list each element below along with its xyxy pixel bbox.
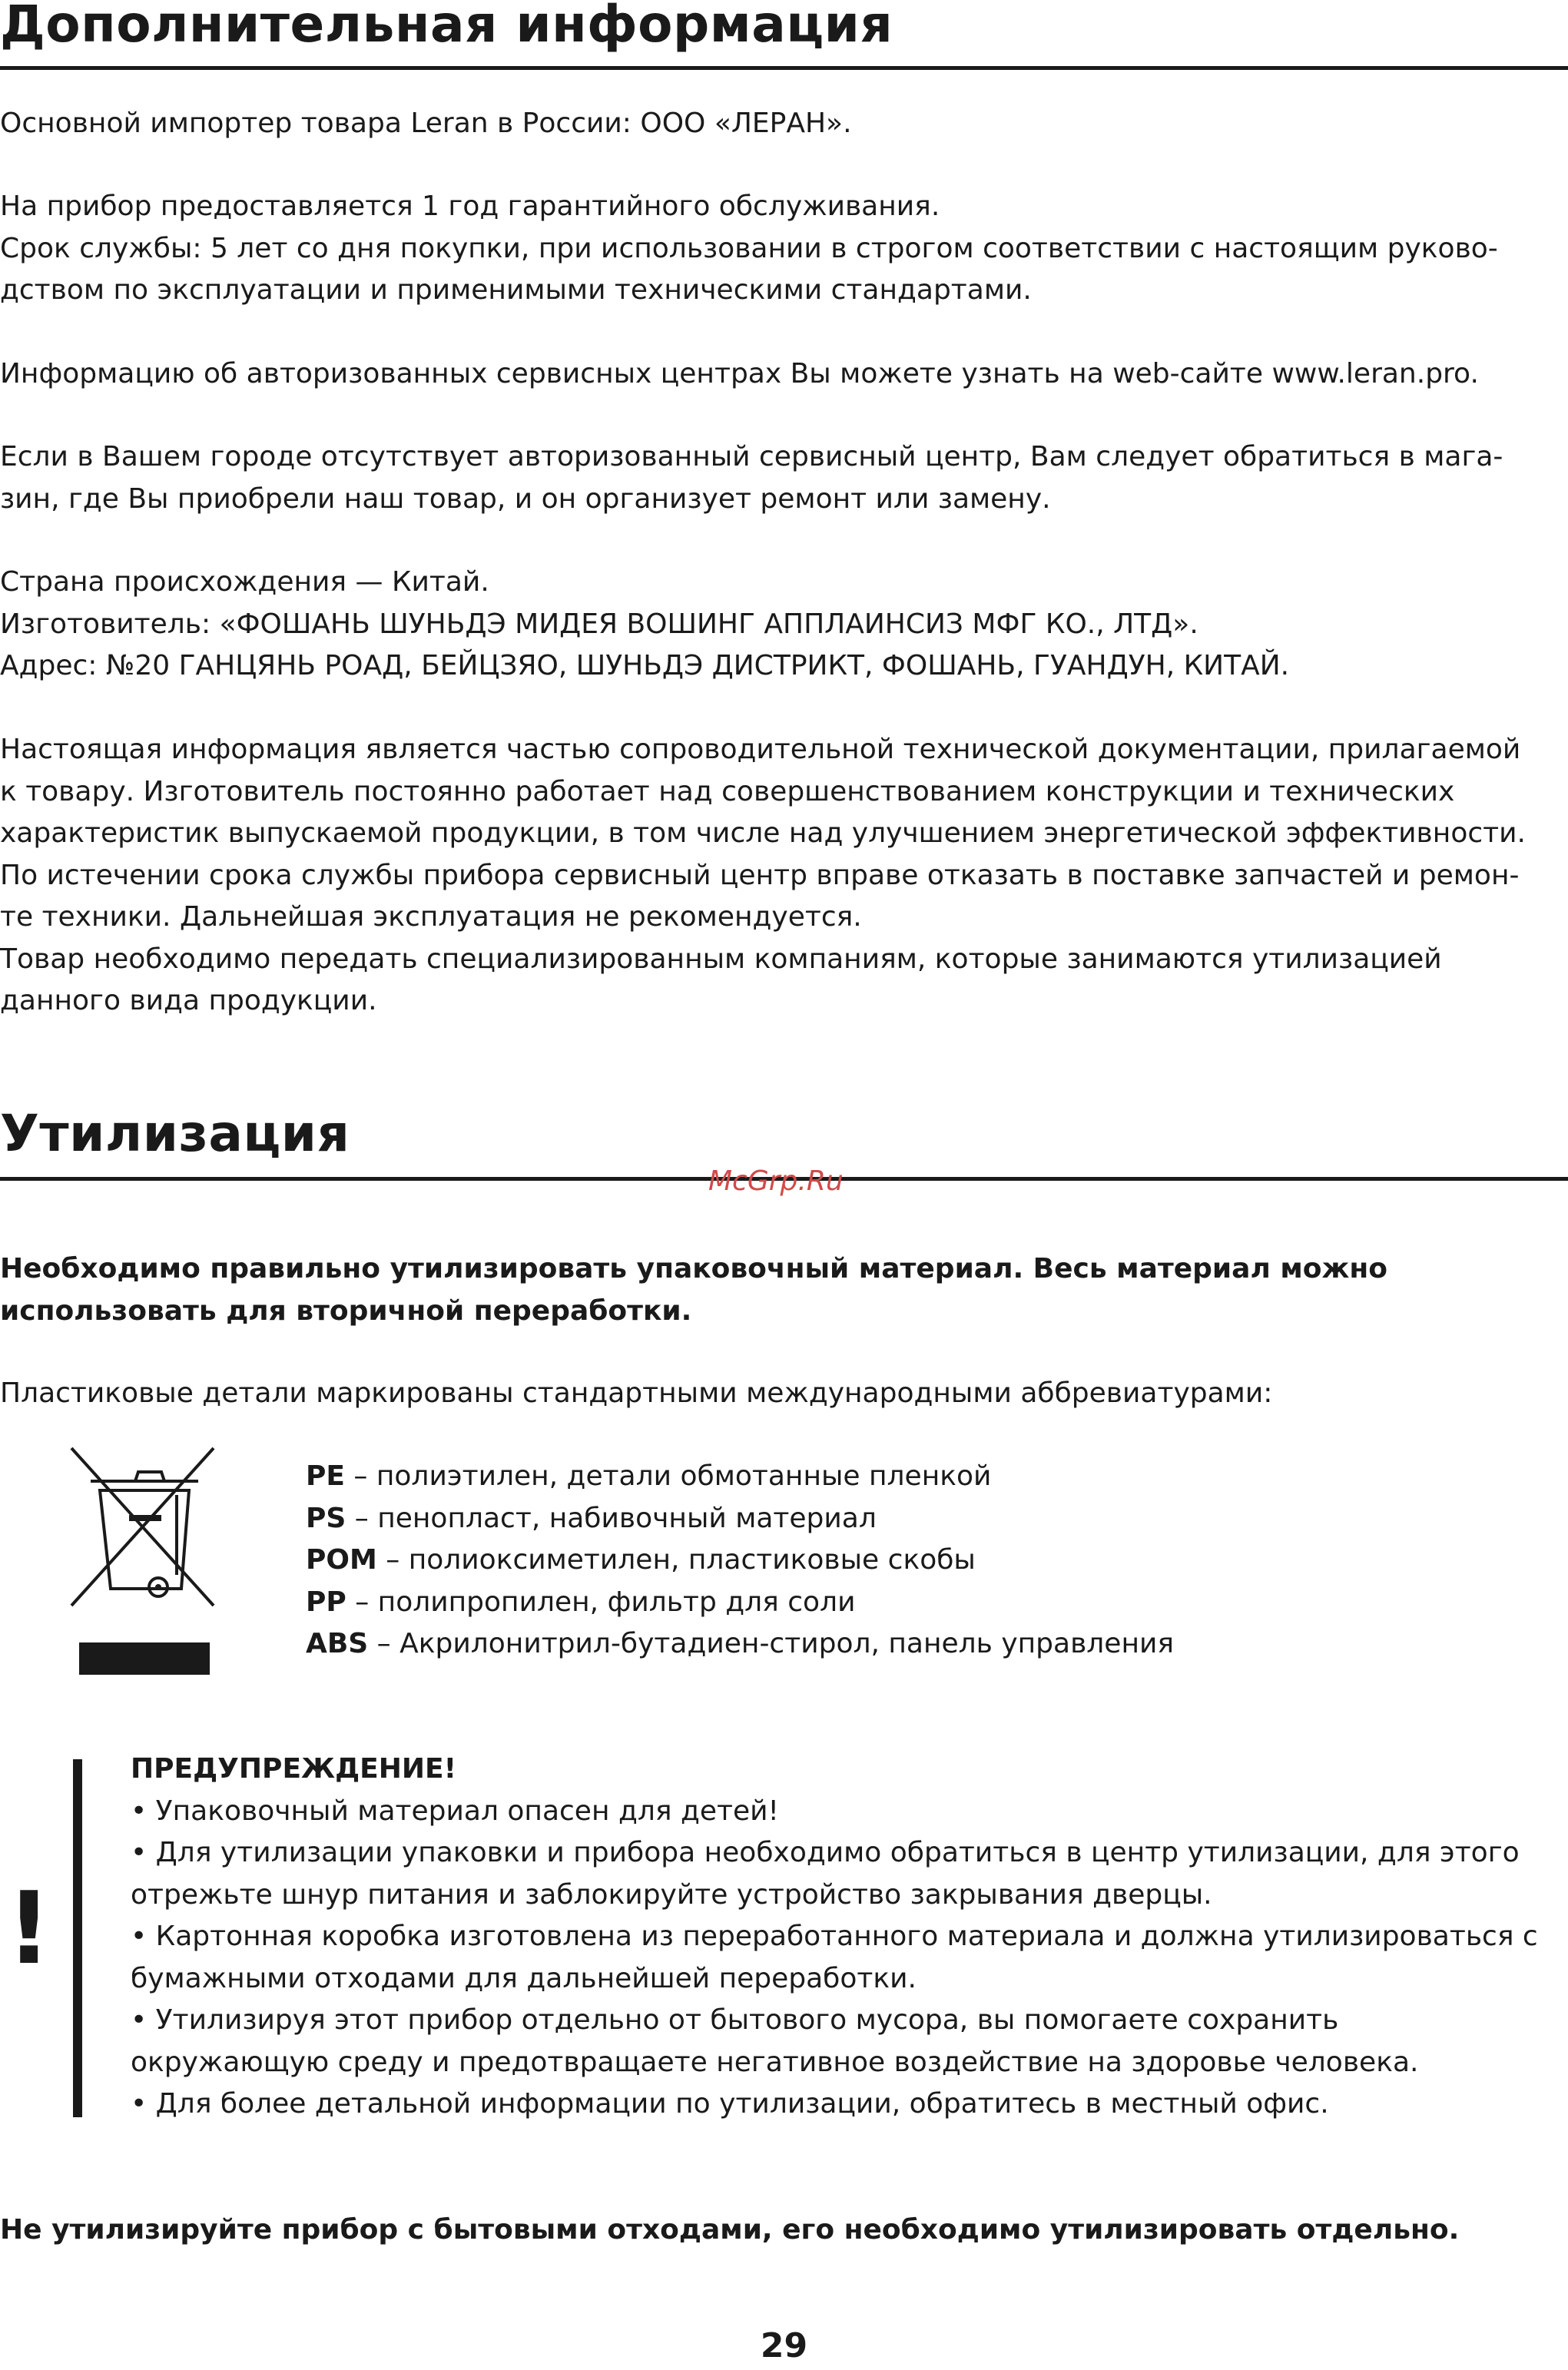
text-line: Товар необходимо передать специализированным компаниям, которые занимаются утилизацией [0, 943, 1442, 975]
importer-paragraph: Основной импортер товара Leran в России: ООО «ЛЕРАН». [0, 108, 852, 139]
plastic-item [306, 1623, 1174, 1666]
final-notice: Не утилизируйте прибор с бытовыми отходами, его необходимо утилизировать отдельно. [0, 2214, 1460, 2246]
warning-line: бумажными отходами для дальнейшей переработки. [131, 1962, 917, 1994]
plastic-desc: – полиэтилен, детали обмотанные пленкой [344, 1460, 992, 1492]
no-service-paragraph [0, 436, 1560, 520]
text-line: Изготовитель: «ФОШАНЬ ШУНЬДЭ МИДЕЯ ВОШИНГ АППЛАИНСИЗ МФГ КО., ЛТД». [0, 608, 1198, 640]
plastic-desc: – пенопласт, набивочный материал [346, 1502, 877, 1534]
text-line: дством по эксплуатации и применимыми техническими стандартами. [0, 274, 1032, 306]
text-line: Настоящая информация является частью сопроводительной технической документации, прилагаемой [0, 734, 1521, 765]
warning-block [131, 1748, 1538, 2126]
text-line: Страна происхождения — Китай. [0, 566, 489, 598]
plastic-item [306, 1498, 1174, 1540]
plastics-intro: Пластиковые детали маркированы стандартными международными аббревиатурами: [0, 1377, 1273, 1409]
exclamation-icon: ! [6, 1870, 52, 1987]
text-line: использовать для вторичной переработки. [0, 1294, 692, 1327]
warning-line: • Утилизируя этот прибор отдельно от бытового мусора, вы помогаете сохранить [131, 2004, 1339, 2036]
warning-title: ПРЕДУПРЕЖДЕНИЕ! [131, 1753, 457, 1785]
warning-line: отрежьте шнур питания и заблокируйте устройство закрывания дверцы. [131, 1878, 1212, 1911]
plastic-desc: – полиоксиметилен, пластиковые скобы [376, 1544, 976, 1576]
weee-crossed-bin-icon [68, 1444, 221, 1675]
plastic-desc: – Акрилонитрил-бутадиен-стирол, панель управления [368, 1628, 1175, 1659]
page-number: 29 [760, 2326, 808, 2365]
text-line: Необходимо правильно утилизировать упаковочный материал. Весь материал можно [0, 1253, 1387, 1284]
packaging-notice [0, 1248, 1560, 1332]
text-line: к товару. Изготовитель постоянно работает над совершенствованием конструкции и технических [0, 775, 1455, 807]
plastic-item [306, 1456, 1174, 1498]
plastic-item [306, 1540, 1174, 1582]
text-line: Если в Вашем городе отсутствует авторизованный сервисный центр, Вам следует обратиться в мага- [0, 441, 1503, 472]
warranty-paragraph [0, 186, 1560, 312]
text-line: данного вида продукции. [0, 985, 377, 1016]
plastic-code: PE [306, 1460, 345, 1492]
plastic-code: PP [306, 1586, 346, 1618]
text-line: Срок службы: 5 лет со дня покупки, при использовании в строгом соответствии с настоящим руково- [0, 232, 1498, 264]
warning-line: • Упаковочный материал опасен для детей! [131, 1795, 779, 1827]
warning-line: • Для утилизации упаковки и прибора необходимо обратиться в центр утилизации, для этого [131, 1837, 1520, 1868]
warning-line: окружающую среду и предотвращаете негативное воздействие на здоровье человека. [131, 2046, 1419, 2078]
warning-line: • Для более детальной информации по утилизации, обратитесь в местный офис. [131, 2088, 1329, 2120]
plastic-code: PS [306, 1502, 346, 1534]
text-line: зин, где Вы приобрели наш товар, и он организует ремонт или замену. [0, 482, 1051, 515]
warning-line: • Картонная коробка изготовлена из переработанного материала и должна утилизироваться с [131, 1921, 1538, 1952]
plastic-code: ABS [306, 1628, 369, 1659]
origin-paragraph [0, 562, 1560, 688]
plastic-desc: – полипропилен, фильтр для соли [346, 1586, 856, 1618]
plastic-code: POM [306, 1544, 377, 1576]
notes-paragraph [0, 729, 1560, 1023]
service-info-paragraph: Информацию об авторизованных сервисных центрах Вы можете узнать на web-сайте www.leran.pro. [0, 358, 1479, 389]
text-line: На прибор предоставляется 1 год гарантийного обслуживания. [0, 191, 940, 222]
text-line: те техники. Дальнейшая эксплуатация не рекомендуется. [0, 901, 862, 933]
text-line: По истечении срока службы прибора сервисный центр вправе отказать в поставке запчастей и ремон- [0, 859, 1520, 891]
section-title-disposal: Утилизация [0, 1104, 350, 1163]
section-divider [0, 66, 1568, 70]
watermark: McGrp.Ru [708, 1165, 844, 1197]
plastic-item [306, 1582, 1174, 1624]
plastics-list [306, 1456, 1174, 1666]
section-title-additional-info: Дополнительная информация [0, 0, 893, 54]
text-line: Адрес: №20 ГАНЦЯНЬ РОАД, БЕЙЦЗЯО, ШУНЬДЭ ДИСТРИКТ, ФОШАНЬ, ГУАНДУН, КИТАЙ. [0, 650, 1290, 681]
warning-bar [73, 1759, 82, 2117]
text-line: характеристик выпускаемой продукции, в том числе над улучшением энергетической эффективности. [0, 817, 1526, 849]
